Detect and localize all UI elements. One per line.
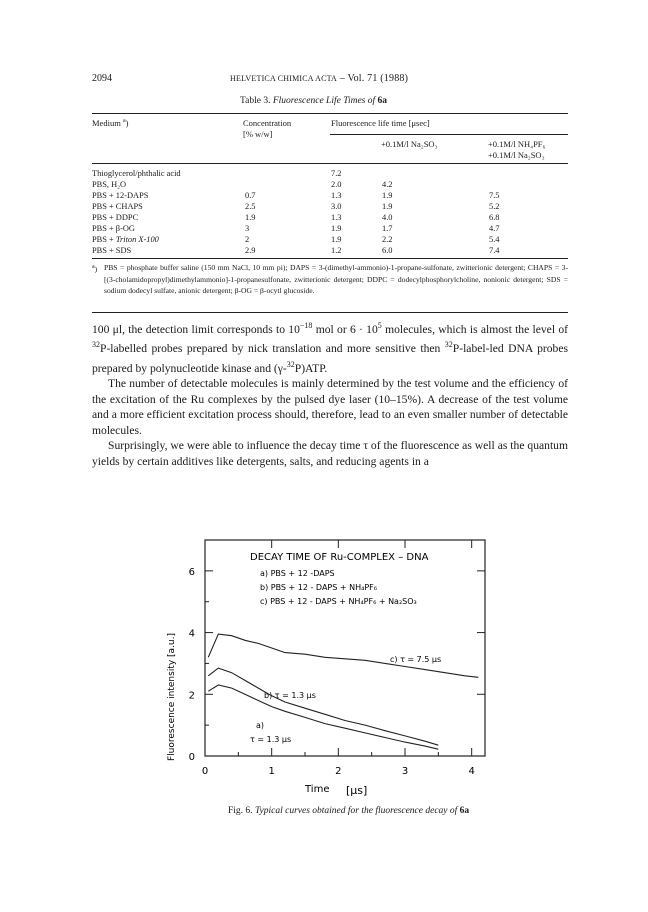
table-cell-na2so3: 1.7 — [382, 224, 393, 233]
col-header-nh4pf6-na2so3-amount: +0.1 — [488, 150, 504, 160]
col-header-nh4pf6-unit: M/l NH₄PF₆ — [503, 139, 546, 149]
curve-label-c: c) τ = 7.5 μs — [390, 655, 442, 664]
x-tick-label: 1 — [268, 766, 275, 777]
table-cell-concentration: 1.9 — [245, 213, 256, 222]
y-tick-label: 6 — [188, 566, 195, 578]
table-cell-lifetime: 1.3 — [331, 191, 342, 200]
table-cell-medium: PBS + β-OG — [92, 224, 135, 233]
table-cell-na2so3: 6.0 — [382, 246, 393, 255]
page-number: 2094 — [92, 73, 112, 84]
table-cell-medium-prefix: PBS + — [92, 235, 116, 244]
table-cell-lifetime: 1.9 — [331, 235, 342, 244]
running-title — [230, 73, 408, 84]
table-cell-concentration: 2.5 — [245, 202, 256, 211]
col-header-nh4pf6-na2so3 — [488, 150, 545, 160]
body-text — [92, 318, 568, 469]
paragraph-2: The number of detectable molecules is mainly determined by the test volume and the efficiency of the excitation of the Ru complexes by the pulsed dye laser (10–15%). A decrease of the test volume and a more efficient excitation process should, therefore, lead to an even smaller number of detectable molecules. — [92, 377, 568, 437]
table-cell-nh4pf6-na2so3: 6.8 — [489, 213, 500, 222]
col-header-medium-label: Medium — [92, 118, 121, 128]
decay-curve-b — [208, 668, 438, 745]
table-caption-title: Fluorescence Life Times of — [272, 96, 378, 106]
table-cell-concentration: 2.9 — [245, 246, 256, 255]
y-tick-label: 0 — [188, 752, 195, 763]
decay-curve-a — [208, 685, 438, 749]
table-cell-nh4pf6-na2so3: 7.5 — [489, 191, 500, 200]
col-header-medium: Medium $^a$) — [92, 118, 129, 128]
paragraph-1: 100 μl, the detection limit corresponds to $10^{-18}$ mol or $6 \cdot 10^5$ molecules, which is almost the level of $^{32}$P-labelled probes prepared by nick translation and more sensitive then $^{32}$P-label-led DNA probes prepared by polynucleotide kinase and (γ-$^{32}$P)ATP. — [92, 321, 568, 375]
table-cell-nh4pf6-na2so3: 5.4 — [489, 235, 500, 244]
x-tick-label: 0 — [201, 766, 209, 777]
table-cell-nh4pf6-na2so3: 4.7 — [489, 224, 500, 233]
col-header-nh4pf6 — [488, 139, 546, 149]
y-tick-label: 2 — [188, 690, 195, 702]
y-axis-label: Fluorescence intensity [a.u.] — [167, 633, 177, 761]
curve-label-a: a) — [256, 721, 265, 730]
col-header-na2so3 — [381, 139, 438, 149]
decay-curves — [208, 634, 478, 749]
journal-volume: – Vol. 71 (1988) — [337, 73, 409, 84]
legend-entry-b: b) PBS + 12 - DAPS + NH₄PF₆ — [260, 583, 377, 592]
footnote-text: PBS = phosphate buffer saline (150 mm NaCl, 10 mm pi); DAPS = 3-(dimethyl-ammonio)-1-propane-sulfonate, zwitterionic detergent; CHAPS = 3-[(3-cholamidopropyl)dimethylammonio]-1-propanesulfonate, zwitterionic detergent; DDPC = dodecylphosphorylcholine, nonionic detergent; SDS = sodium dodecyl sulfate, anionic detergent; β-OG = β-ocytl glucoside. — [104, 263, 568, 295]
table-caption — [240, 96, 387, 106]
x-axis-unit: [μs] — [346, 784, 368, 797]
x-tick-label: 2 — [335, 766, 342, 777]
table-bottom-rule — [92, 258, 568, 259]
x-tick-label: 3 — [401, 766, 409, 777]
table-cell-lifetime: 1.9 — [331, 224, 342, 233]
y-tick-label: 4 — [188, 628, 195, 640]
lifetime-span-rule — [330, 134, 568, 135]
footnote-bottom-rule — [92, 312, 568, 313]
table-cell-concentration: 3 — [245, 224, 250, 233]
table-cell-medium: PBS + CHAPS — [92, 202, 143, 211]
figure-6 — [150, 522, 500, 817]
table-cell-concentration: 0.7 — [245, 191, 256, 200]
table-cell-na2so3: 1.9 — [382, 191, 393, 200]
figure-caption-compound: 6a — [459, 806, 470, 816]
figure-caption — [228, 806, 469, 816]
table-cell-lifetime: 7.2 — [331, 169, 342, 178]
figure-caption-prefix: Fig. 6. — [228, 806, 255, 816]
table-footnote — [92, 262, 568, 297]
table-cell-medium: Thioglycerol/phthalic acid — [92, 169, 181, 178]
curve-label-b: b) τ = 1.3 μs — [264, 691, 316, 700]
table-cell-lifetime: 3.0 — [331, 202, 342, 211]
table-cell-na2so3: 2.2 — [382, 235, 393, 244]
col-header-nh4pf6-na2so3-unit: M/l Na₂SO₃ — [503, 150, 545, 160]
col-header-medium-note: a — [122, 118, 126, 125]
table-cell-nh4pf6-na2so3: 5.2 — [489, 202, 500, 211]
col-header-na2so3-amount: +0.1 — [381, 139, 397, 149]
table-cell-medium: PBS, H₂O — [92, 180, 127, 189]
figure-caption-title: Typical curves obtained for the fluorescence decay of — [254, 806, 460, 816]
col-header-lifetime: Fluorescence life time [μsec] — [331, 118, 430, 128]
col-header-concentration-unit: [% w/w] — [243, 129, 273, 139]
table-cell-lifetime: 2.0 — [331, 180, 342, 189]
chart-title: DECAY TIME OF Ru-COMPLEX – DNA — [250, 552, 429, 563]
col-header-nh4pf6-amount: +0.1 — [488, 139, 504, 149]
table-cell-lifetime: 1.2 — [331, 246, 342, 255]
table-cell-medium — [92, 234, 159, 245]
table-caption-compound: 6a — [377, 96, 388, 106]
table-top-rule — [92, 113, 568, 114]
decay-chart — [150, 522, 500, 812]
plot-frame — [205, 540, 485, 756]
legend-entry-c: c) PBS + 12 - DAPS + NH₄PF₆ + Na₂SO₃ — [260, 597, 417, 606]
table-header-rule — [92, 163, 568, 164]
table-cell-na2so3: 4.0 — [382, 213, 393, 222]
legend-entry-a: a) PBS + 12 -DAPS — [260, 569, 335, 578]
table-cell-na2so3: 4.2 — [382, 180, 393, 189]
col-header-na2so3-unit: M/l Na₂SO₃ — [396, 139, 438, 149]
curve-tau-a: τ = 1.3 μs — [250, 735, 292, 744]
table-cell-nh4pf6-na2so3: 7.4 — [489, 246, 500, 255]
table-cell-medium: PBS + DDPC — [92, 213, 139, 222]
table-cell-concentration: 2 — [245, 235, 250, 244]
table-cell-medium-italic: Triton X-100 — [115, 235, 159, 244]
paragraph-3: Surprisingly, we were able to influence the decay time τ of the fluorescence as well as the quantum yields by certain additives like detergents, salts, and reducing agents in a — [92, 439, 568, 468]
x-axis-label: Time — [305, 784, 330, 795]
x-tick-label: 4 — [468, 766, 475, 777]
table-cell-na2so3: 1.9 — [382, 202, 393, 211]
table-caption-prefix: Table 3. — [240, 96, 273, 106]
table-cell-medium: PBS + 12-DAPS — [92, 191, 149, 200]
col-header-concentration: Concentration — [243, 118, 292, 128]
footnote-mark: $^a$) — [92, 264, 98, 274]
table-cell-lifetime: 1.3 — [331, 213, 342, 222]
table-cell-medium: PBS + SDS — [92, 246, 132, 255]
journal-name: HELVETICA CHIMICA ACTA — [230, 74, 338, 83]
